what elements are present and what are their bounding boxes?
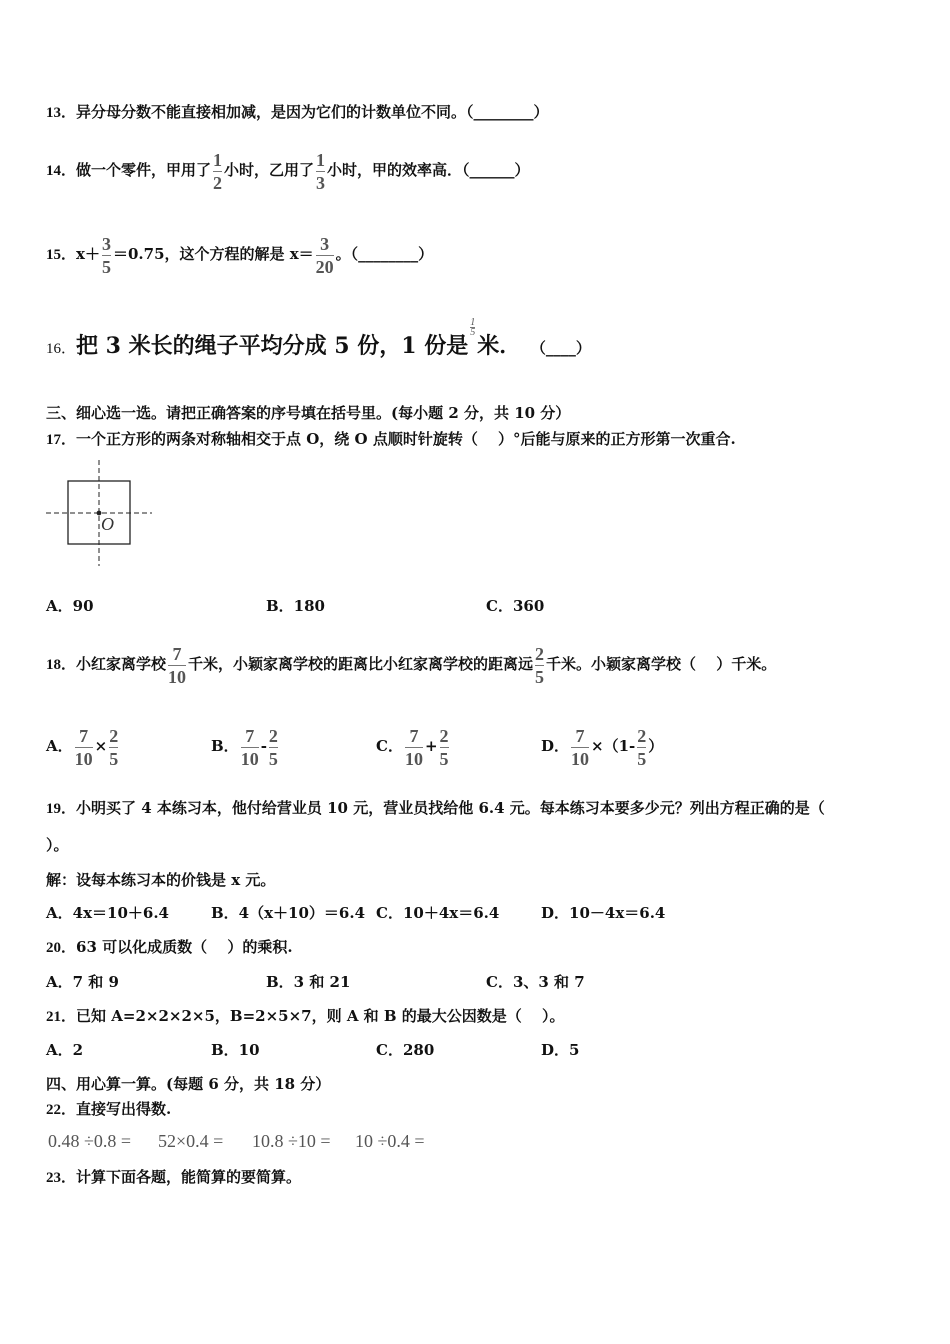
question-15 — [46, 222, 433, 287]
numerator: 1 — [316, 149, 326, 170]
question-text-part: 千米，小颖家离学校的距离比小红家离学校的距离远 — [188, 655, 534, 673]
question-text: 异分母分数不能直接相加减，是因为它们的计数单位不同。（________） — [76, 103, 549, 121]
operator: × — [94, 737, 108, 755]
question-22 — [46, 1099, 171, 1120]
option-b: B．180 — [266, 597, 325, 615]
question-text-part: x＋ — [76, 245, 100, 263]
operator: + — [424, 737, 438, 755]
option-a: A．4x＝10＋6.4 — [46, 904, 169, 922]
numerator: 1 — [213, 149, 223, 170]
fraction — [470, 318, 475, 337]
option-letter: D． — [541, 737, 570, 755]
denominator: 10 — [240, 748, 259, 769]
solution-line: 解：设每本练习本的价钱是 x 元。 — [46, 871, 276, 889]
denominator: 5 — [637, 748, 647, 769]
question-number: 16． — [46, 341, 77, 357]
option-c: C．360 — [486, 597, 545, 615]
question-text-part: 米． — [477, 333, 522, 359]
fraction — [241, 725, 259, 770]
numerator: 2 — [439, 725, 449, 746]
question-17 — [46, 429, 736, 450]
fraction — [571, 725, 589, 770]
mental-calc-item: 10 ÷0.4 = — [355, 1131, 425, 1151]
option-a: A．90 — [46, 597, 94, 615]
option-a: A．7 和 9 — [46, 973, 119, 991]
question-text-part: 做一个零件，甲用了 — [76, 161, 212, 179]
question-number: 14． — [46, 163, 77, 179]
question-text: 计算下面各题，能简算的要简算。 — [76, 1168, 302, 1186]
denominator: 10 — [74, 748, 93, 769]
fraction — [75, 725, 93, 770]
option-tail: ） — [648, 737, 664, 755]
denominator: 5 — [535, 666, 545, 687]
question-14 — [46, 138, 530, 203]
question-text-part: 把 3 米长的绳子平均分成 5 份，1 份是 — [76, 333, 469, 359]
option-b: B．4（x＋10）＝6.4 — [211, 904, 366, 922]
fraction — [168, 643, 186, 688]
option-a — [46, 714, 120, 778]
numerator: 1 — [470, 317, 476, 328]
denominator: 2 — [213, 172, 223, 193]
numerator: 2 — [109, 725, 119, 746]
option-letter: A． — [46, 737, 73, 755]
option-c: C．280 — [376, 1041, 435, 1059]
question-20 — [46, 937, 293, 958]
question-number: 22． — [46, 1102, 77, 1118]
numerator: 3 — [320, 233, 330, 254]
question-23 — [46, 1167, 301, 1188]
question-number: 15． — [46, 247, 77, 263]
operator: - — [260, 737, 267, 755]
question-text: 一个正方形的两条对称轴相交于点 O，绕 O 点顺时针旋转（ ）°后能与原来的正方形第一次重合. — [76, 430, 736, 448]
numerator: 7 — [409, 725, 419, 746]
fraction — [213, 149, 222, 194]
question-text-part: 小时，甲的效率高．（______） — [327, 161, 530, 179]
numerator: 2 — [637, 725, 647, 746]
question-16 — [46, 317, 591, 369]
option-d: D．10－4x＝6.4 — [541, 904, 666, 922]
question-text: 已知 A=2×2×2×5，B=2×5×7，则 A 和 B 的最大公因数是（ ）。 — [76, 1007, 565, 1025]
denominator: 5 — [439, 748, 449, 769]
question-19 — [46, 798, 825, 819]
denominator: 10 — [168, 666, 187, 687]
fraction — [102, 233, 111, 278]
question-text: 直接写出得数. — [76, 1100, 172, 1118]
option-c: C．10＋4x＝6.4 — [376, 904, 500, 922]
numerator: 2 — [535, 643, 545, 664]
question-19-continuation: ）。 — [46, 836, 69, 854]
question-text-part: ＝0.75，这个方程的解是 x＝ — [112, 245, 314, 263]
question-number: 13． — [46, 105, 77, 121]
answer-blank: （____） — [530, 339, 591, 357]
fraction — [637, 725, 646, 770]
fraction — [316, 233, 334, 278]
denominator: 5 — [268, 748, 278, 769]
denominator: 10 — [571, 748, 590, 769]
center-label: O — [101, 514, 114, 534]
operator: ×（1- — [591, 737, 636, 755]
option-b: B．10 — [211, 1041, 260, 1059]
option-b: B．3 和 21 — [266, 973, 351, 991]
numerator: 2 — [268, 725, 278, 746]
numerator: 7 — [245, 725, 255, 746]
question-number: 18． — [46, 657, 77, 673]
question-number: 23． — [46, 1170, 77, 1186]
mental-calc-item: 52×0.4 = — [158, 1131, 224, 1151]
fraction — [316, 149, 325, 194]
fraction — [405, 725, 423, 770]
question-number: 20． — [46, 940, 77, 956]
fraction — [440, 725, 449, 770]
option-c — [376, 714, 451, 778]
question-13 — [46, 102, 549, 123]
numerator: 7 — [575, 725, 585, 746]
question-text: 小明买了 4 本练习本，他付给营业员 10 元，营业员找给他 6.4 元。每本练习本要多少元？列出方程正确的是（ — [76, 799, 825, 817]
square-rotation-figure — [44, 458, 154, 568]
option-c: C．3、3 和 7 — [486, 973, 585, 991]
mental-calc-item: 10.8 ÷10 = — [252, 1131, 331, 1151]
question-number: 17． — [46, 432, 77, 448]
denominator: 3 — [316, 172, 326, 193]
denominator: 5 — [109, 748, 119, 769]
denominator: 20 — [315, 256, 334, 277]
question-text-part: 小时，乙用了 — [224, 161, 315, 179]
section-heading-4: 四、用心算一算。(每题 6 分，共 18 分） — [46, 1075, 331, 1093]
numerator: 7 — [172, 643, 182, 664]
question-18 — [46, 632, 776, 697]
denominator: 5 — [470, 327, 476, 338]
question-text-part: 千米。小颖家离学校（ ）千米。 — [546, 655, 777, 673]
question-21 — [46, 1006, 565, 1027]
denominator: 5 — [101, 256, 111, 277]
question-text-part: 。（________） — [335, 245, 434, 263]
mental-calc-item: 0.48 ÷0.8 = — [48, 1131, 132, 1151]
numerator: 7 — [79, 725, 89, 746]
option-letter: B． — [211, 737, 239, 755]
option-b — [211, 714, 280, 778]
numerator: 3 — [101, 233, 111, 254]
fraction — [535, 643, 544, 688]
option-d — [541, 714, 663, 778]
section-heading-3: 三、细心选一选。请把正确答案的序号填在括号里。(每小题 2 分，共 10 分） — [46, 404, 571, 422]
fraction — [109, 725, 118, 770]
question-number: 21． — [46, 1009, 77, 1025]
fraction — [269, 725, 278, 770]
question-text: 63 可以化成质数（ ）的乘积. — [76, 938, 293, 956]
denominator: 10 — [404, 748, 423, 769]
option-d: D．5 — [541, 1041, 580, 1059]
option-a: A．2 — [46, 1041, 84, 1059]
question-number: 19． — [46, 801, 77, 817]
option-letter: C． — [376, 737, 403, 755]
question-text-part: 小红家离学校 — [76, 655, 167, 673]
